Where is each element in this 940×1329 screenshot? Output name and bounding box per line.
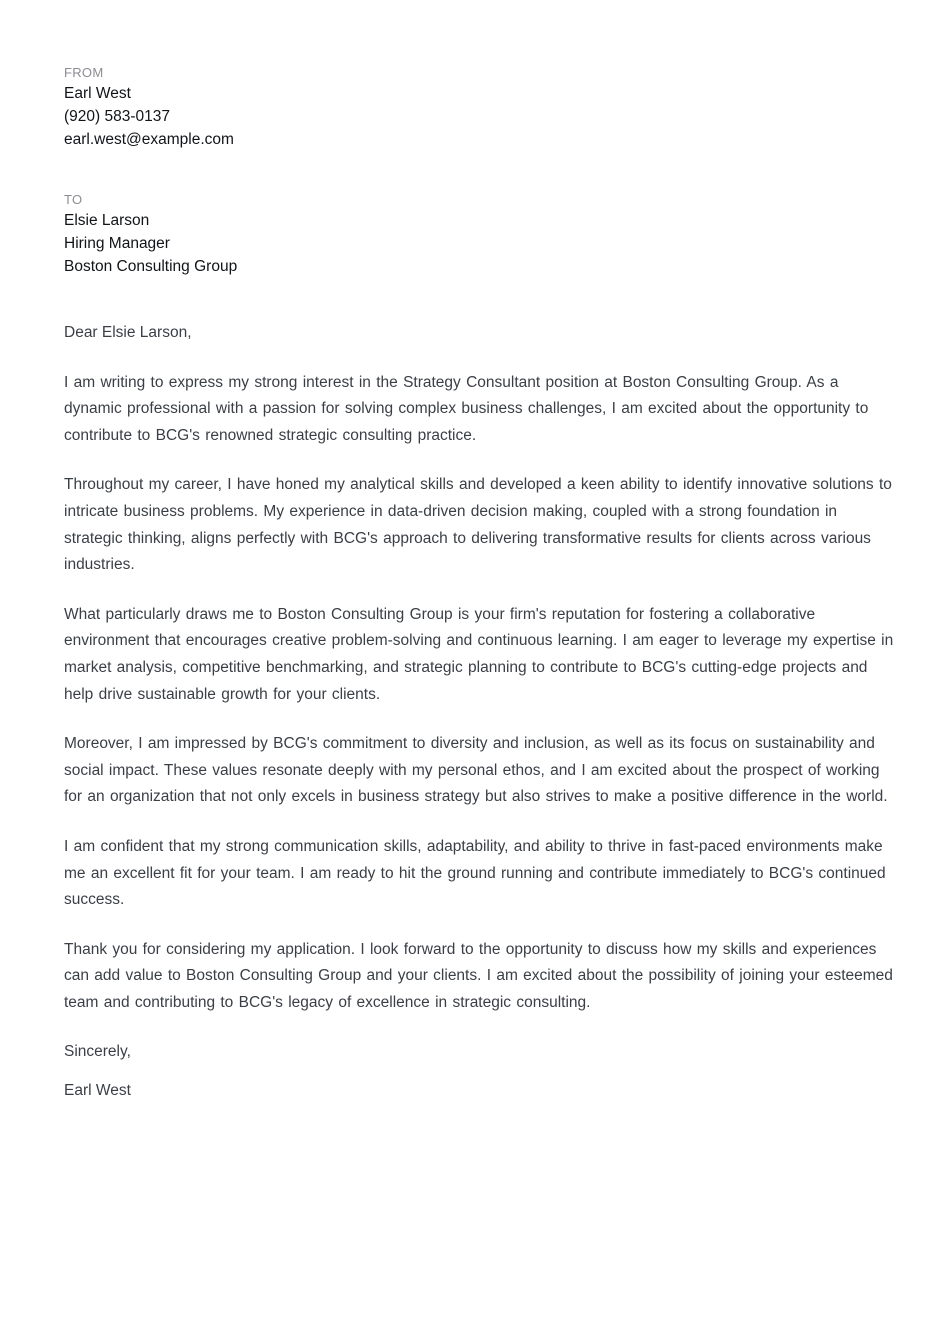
closing: Sincerely,	[64, 1043, 131, 1061]
recipient-name: Elsie Larson	[64, 212, 150, 229]
letter-paragraph: Throughout my career, I have honed my analytical skills and developed a keen ability to identify innovative solutions to intricate business problems. My experience in data-driven decision making, coupled with a strong foundation in strategic thinking, aligns perfectly with BCG's approach to delivering transformative results for clients across various industries.	[64, 476, 892, 574]
signature: Earl West	[64, 1082, 131, 1100]
letter-paragraph: I am writing to express my strong interest in the Strategy Consultant position at Boston Consulting Group. As a dynamic professional with a passion for solving complex business challenges, I am excited about the opportunity to contribute to BCG's renowned strategic consulting practice.	[64, 373, 869, 444]
salutation: Dear Elsie Larson,	[64, 324, 192, 341]
recipient-company: Boston Consulting Group	[64, 258, 238, 275]
recipient-block	[64, 191, 237, 278]
sender-email: earl.west@example.com	[64, 131, 234, 148]
letter-paragraph: I am confident that my strong communication skills, adaptability, and ability to thrive in fast-paced environments make me an excellent fit for your team. I am ready to hit the ground running and contribute immediately to BCG's continued success.	[64, 837, 886, 909]
from-label: FROM	[64, 65, 104, 80]
sender-name: Earl West	[64, 85, 131, 102]
sender-block	[64, 64, 234, 151]
letter-paragraph: Moreover, I am impressed by BCG's commitment to diversity and inclusion, as well as its focus on sustainability and social impact. These values resonate deeply with my personal ethos, and I am excited about the prospect of working for an organization that not only excels in business strategy but also strives to make a positive difference in the world.	[64, 735, 888, 806]
letter-body	[64, 320, 898, 1105]
letter-paragraph: Thank you for considering my application. I look forward to the opportunity to discuss how my skills and experiences can add value to Boston Consulting Group and your clients. I am excited about the possibility of joining your esteemed team and contributing to BCG's legacy of excellence in strategic consulting.	[64, 940, 893, 1011]
letter-paragraph: What particularly draws me to Boston Consulting Group is your firm's reputation for fostering a collaborative environment that encourages creative problem-solving and continuous learning. I am eager to leverage my expertise in market analysis, competitive benchmarking, and strategic planning to contribute to BCG's cutting-edge projects and help drive sustainable growth for your clients.	[64, 605, 894, 703]
to-label: TO	[64, 192, 83, 207]
sender-phone: (920) 583-0137	[64, 108, 170, 125]
recipient-title: Hiring Manager	[64, 235, 170, 252]
